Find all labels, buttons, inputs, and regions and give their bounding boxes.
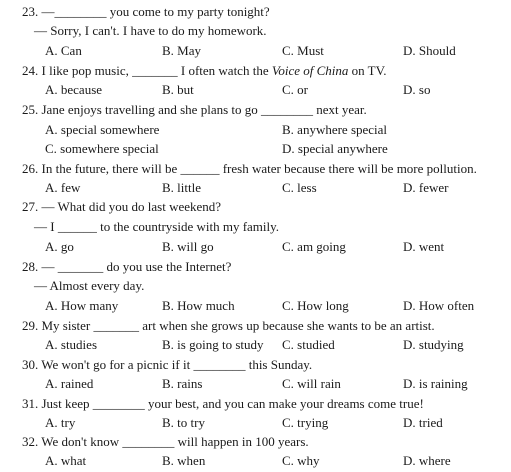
question-26-options [0, 178, 511, 197]
question-28-options [0, 296, 511, 315]
q28-option-c: C. How long [282, 298, 349, 313]
q24-option-c: C. or [282, 82, 308, 97]
q29-option-d: D. studying [403, 337, 464, 352]
question-27-reply: — I ______ to the countryside with my family. [34, 219, 280, 234]
q25-option-c: C. somewhere special [45, 141, 159, 156]
question-25-options-row2 [0, 139, 511, 158]
q32-option-d: D. where [403, 453, 451, 468]
q26-option-b: B. little [162, 180, 201, 195]
q23-option-c: C. Must [282, 43, 324, 58]
question-31-stem: 31. Just keep ________ your best, and you can make your dreams come true! [22, 396, 424, 411]
q31-option-a: A. try [45, 415, 76, 430]
q23-option-b: B. May [162, 43, 201, 58]
q25-option-d: D. special anywhere [282, 141, 388, 156]
q30-option-c: C. will rain [282, 376, 341, 391]
question-28-reply: — Almost every day. [34, 278, 145, 293]
q31-option-c: C. trying [282, 415, 329, 430]
q31-option-d: D. tried [403, 415, 443, 430]
question-29-options [0, 335, 511, 354]
q32-option-a: A. what [45, 453, 87, 468]
q23-option-d: D. Should [403, 43, 456, 58]
question-26-stem: 26. In the future, there will be ______ fresh water because there will be more pollution. [22, 161, 477, 176]
q27-option-a: A. go [45, 239, 74, 254]
q26-option-a: A. few [45, 180, 81, 195]
q31-option-b: B. to try [162, 415, 205, 430]
q27-option-d: D. went [403, 239, 445, 254]
q24-option-a: A. because [45, 82, 103, 97]
q29-option-c: C. studied [282, 337, 335, 352]
question-32-options [0, 451, 511, 470]
q30-option-a: A. rained [45, 376, 94, 391]
question-30-stem: 30. We won't go for a picnic if it ________ this Sunday. [22, 357, 313, 372]
q32-option-b: B. when [162, 453, 206, 468]
question-23-options [0, 41, 511, 60]
q28-option-a: A. How many [45, 298, 119, 313]
q26-option-c: C. less [282, 180, 317, 195]
question-29-stem: 29. My sister _______ art when she grows up because she wants to be an artist. [22, 318, 435, 333]
q24-stem-part-a: 24. I like pop music, _______ I often watch the [22, 63, 272, 78]
q29-option-a: A. studies [45, 337, 97, 352]
q30-option-d: D. is raining [403, 376, 468, 391]
q25-option-a: A. special somewhere [45, 122, 160, 137]
q27-option-b: B. will go [162, 239, 214, 254]
question-23-reply: — Sorry, I can't. I have to do my homework. [34, 23, 267, 38]
q27-option-c: C. am going [282, 239, 346, 254]
question-30-options [0, 374, 511, 393]
q25-option-b: B. anywhere special [282, 122, 388, 137]
question-24-options [0, 80, 511, 99]
q32-option-c: C. why [282, 453, 320, 468]
q23-option-a: A. Can [45, 43, 82, 58]
question-24-stem [22, 61, 387, 80]
question-25-stem: 25. Jane enjoys travelling and she plans to go ________ next year. [22, 102, 367, 117]
q24-option-d: D. so [403, 82, 431, 97]
q26-option-d: D. fewer [403, 180, 449, 195]
q24-stem-title: Voice of China [271, 63, 349, 78]
q29-option-b: B. is going to study [162, 337, 264, 352]
question-27-options [0, 237, 511, 256]
question-23-stem: 23. —________ you come to my party tonight? [22, 4, 270, 19]
q24-stem-part-b: on TV. [348, 63, 387, 78]
q28-option-d: D. How often [403, 298, 475, 313]
question-28-stem: 28. — _______ do you use the Internet? [22, 259, 232, 274]
q30-option-b: B. rains [162, 376, 203, 391]
question-25-options-row1 [0, 120, 511, 139]
q24-option-b: B. but [162, 82, 194, 97]
question-27-stem: 27. — What did you do last weekend? [22, 199, 222, 214]
q28-option-b: B. How much [162, 298, 235, 313]
question-32-stem: 32. We don't know ________ will happen in 100 years. [22, 434, 309, 449]
question-31-options [0, 413, 511, 432]
